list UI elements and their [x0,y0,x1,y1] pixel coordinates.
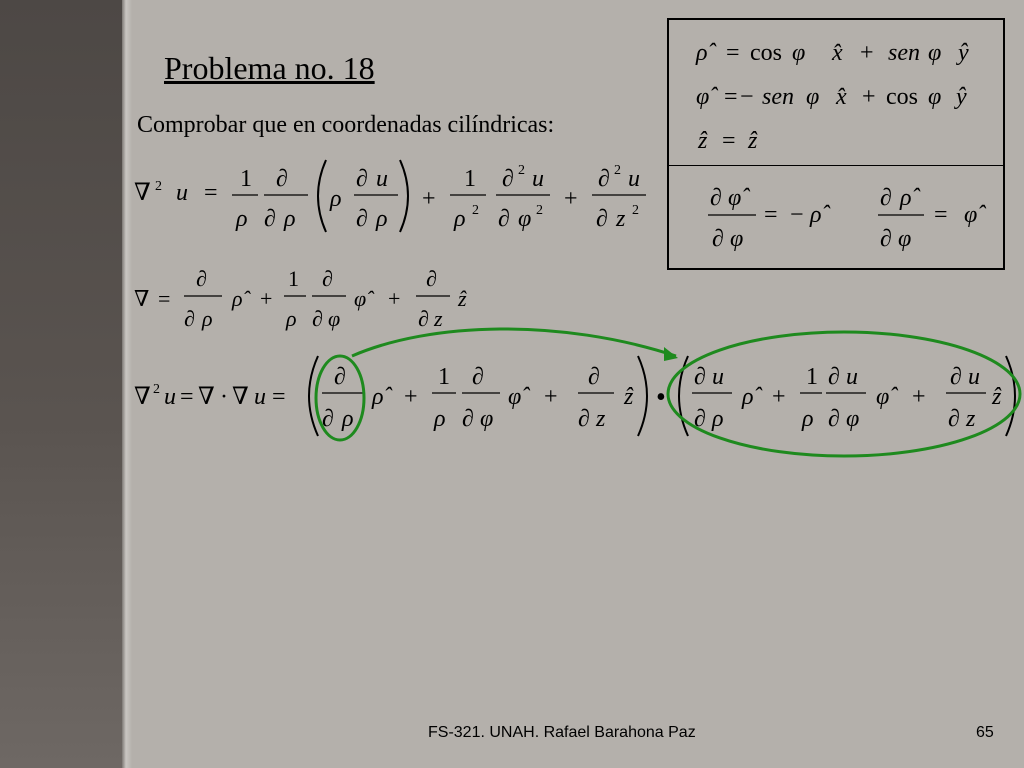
partial-symbol: ∂ [710,185,722,211]
partial-symbol: ∂ [462,406,474,432]
u-symbol: u [176,180,188,206]
phi-symbol: φ [928,84,942,110]
dot-product-bullet: • [656,382,666,413]
u-symbol: u [712,364,724,390]
equals-sign: = [180,384,194,410]
partial-symbol: ∂ [828,364,840,390]
plus-sign: + [912,384,926,410]
z-hat-symbol: ẑ [624,384,634,410]
partial-symbol: ∂ [598,166,610,192]
drhohat-dphi-relation [878,185,986,252]
z-symbol: z [596,406,606,432]
partial-symbol: ∂ [596,206,608,232]
exponent: 2 [472,203,479,218]
rho-hat-symbol: ρ̂ [232,286,243,311]
partial-symbol: ∂ [828,406,840,432]
equals-sign: = [726,40,740,66]
partial-symbol: ∂ [426,266,437,291]
phi-symbol: φ [480,406,494,432]
u-symbol: u [846,364,858,390]
plus-sign: + [422,186,436,212]
rho-symbol: ρ [712,406,724,432]
phi-symbol: φ [792,40,806,66]
partial-symbol: ∂ [948,406,960,432]
partial-symbol: ∂ [184,306,195,331]
rho-symbol: ρ [284,206,296,232]
partial-symbol: ∂ [694,364,706,390]
partial-symbol: ∂ [712,226,724,252]
phi-hat-relation [696,84,967,110]
partial-symbol: ∂ [334,364,346,390]
z-hat-symbol: ẑ [698,128,708,154]
phi-symbol: φ [328,306,341,331]
u-symbol: u [164,384,176,410]
u-symbol: u [376,166,388,192]
rho-hat-relation [695,40,969,66]
nabla-symbol: ∇ [198,384,215,410]
partial-symbol: ∂ [694,406,706,432]
nabla-symbol: ∇ [134,286,150,311]
y-hat-symbol: ŷ [956,84,967,110]
rho-hat-symbol: ρ̂ [810,202,822,228]
minus-sign: − [740,84,754,110]
partial-symbol: ∂ [880,226,892,252]
phi-hat-symbol: φ̂ [876,384,890,410]
z-symbol: z [616,206,626,232]
x-hat-symbol: x̂ [836,84,847,110]
sen-text: sen [762,84,794,110]
rho-symbol: ρ [802,406,814,432]
rho-symbol: ρ [286,306,297,331]
equals-sign: = [724,84,738,110]
plus-sign: + [544,384,558,410]
numerator-one: 1 [288,266,299,291]
divergence-of-gradient [134,356,1015,436]
partial-symbol: ∂ [418,306,429,331]
exponent: 2 [632,203,639,218]
arrow-head [664,347,678,361]
z-hat-relation [697,128,758,154]
partial-symbol: ∂ [356,166,368,192]
exponent: 2 [518,163,525,178]
nabla-symbol: ∇ [134,180,151,206]
plus-sign: + [404,384,418,410]
exponent: 2 [614,163,621,178]
footer-text: FS-321. UNAH. Rafael Barahona Paz [428,724,696,741]
phi-hat-symbol: φ̂ [696,84,710,110]
phi-hat-symbol: φ̂ [964,202,978,228]
slide-title: Problema no. 18 [164,50,375,86]
right-paren [638,356,647,436]
sen-text: sen [888,40,920,66]
annotation-arrow [352,329,676,356]
plus-sign: + [260,286,273,311]
phi-symbol: φ [928,40,942,66]
equals-sign: = [764,202,778,228]
partial-symbol: ∂ [322,266,333,291]
numerator-one: 1 [806,364,818,390]
partial-symbol: ∂ [950,364,962,390]
numerator-one: 1 [464,166,476,192]
partial-symbol: ∂ [880,185,892,211]
partial-symbol: ∂ [264,206,276,232]
numerator-one: 1 [438,364,450,390]
u-symbol: u [532,166,544,192]
x-hat-symbol: x̂ [832,40,843,66]
equals-sign: = [722,128,736,154]
right-paren [1006,356,1015,436]
equals-sign: = [272,384,286,410]
nabla-symbol: ∇ [134,384,151,410]
nabla-symbol: ∇ [232,384,249,410]
partial-symbol: ∂ [578,406,590,432]
partial-symbol: ∂ [356,206,368,232]
u-symbol: u [628,166,640,192]
rho-symbol: ρ [236,206,248,232]
left-paren [318,160,326,232]
partial-symbol: ∂ [276,166,288,192]
rho-symbol: ρ [376,206,388,232]
partial-symbol: ∂ [498,206,510,232]
rho-hat-symbol: ρ̂ [742,384,754,410]
phi-symbol: φ [806,84,820,110]
phi-hat-symbol: φ̂ [728,185,742,211]
equals-sign: = [934,202,948,228]
right-paren [400,160,408,232]
dphihat-dphi-relation [708,185,831,252]
minus-sign: − [790,202,804,228]
rho-symbol: ρ [330,186,342,212]
highlight-circle-gradient-u [668,332,1020,456]
plus-sign: + [388,286,401,311]
cos-text: cos [750,40,782,66]
z-hat-symbol: ẑ [992,384,1002,410]
u-symbol: u [968,364,980,390]
dot-operator: · [220,384,228,410]
numerator-one: 1 [240,166,252,192]
partial-symbol: ∂ [588,364,600,390]
page-number: 65 [976,724,994,741]
u-symbol: u [254,384,266,410]
equals-sign: = [204,180,218,206]
phi-symbol: φ [518,206,532,232]
partial-symbol: ∂ [196,266,207,291]
y-hat-symbol: ŷ [958,40,969,66]
gradient-operator [134,266,467,331]
rho-symbol: ρ [202,306,213,331]
phi-hat-symbol: φ̂ [508,384,522,410]
plus-sign: + [772,384,786,410]
equals-sign: = [158,286,171,311]
intro-text: Comprobar que en coordenadas cilíndricas: [137,112,555,138]
laplacian-equation [134,160,646,232]
rho-symbol: ρ [342,406,354,432]
z-symbol: z [434,306,443,331]
rho-hat-symbol: ρ̂ [372,384,384,410]
plus-sign: + [862,84,876,110]
phi-symbol: φ [846,406,860,432]
exponent: 2 [536,203,543,218]
z-hat-symbol: ẑ [458,286,467,311]
phi-symbol: φ [898,226,912,252]
partial-symbol: ∂ [472,364,484,390]
plus-sign: + [564,186,578,212]
partial-symbol: ∂ [502,166,514,192]
partial-symbol: ∂ [322,406,334,432]
partial-symbol: ∂ [312,306,323,331]
phi-hat-symbol: φ̂ [354,286,367,311]
cos-text: cos [886,84,918,110]
phi-symbol: φ [730,226,744,252]
z-hat-symbol: ẑ [748,128,758,154]
exponent: 2 [153,382,160,397]
rho-symbol: ρ [454,206,466,232]
rho-hat-symbol: ρ̂ [696,40,708,66]
exponent: 2 [155,179,162,194]
plus-sign: + [860,40,874,66]
z-symbol: z [966,406,976,432]
rho-symbol: ρ [434,406,446,432]
rho-hat-symbol: ρ̂ [900,185,912,211]
